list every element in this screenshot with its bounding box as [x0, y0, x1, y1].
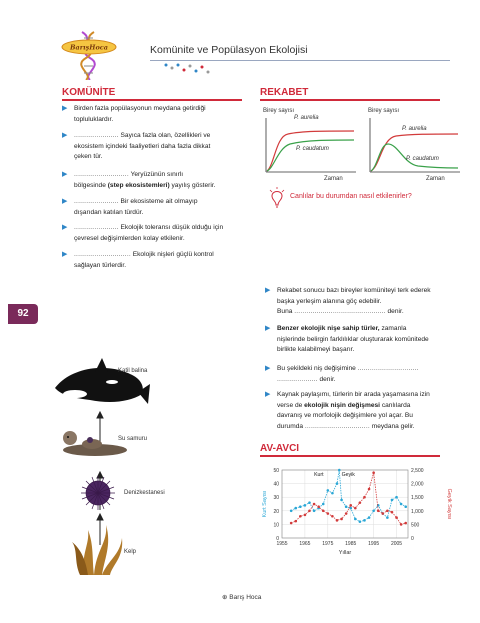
data-point [359, 501, 362, 504]
arrow-right-icon: ▶ [62, 224, 68, 231]
komunite-item: ▶ ...................... Ekolojik toleransı düşük olduğu için çevresel değişimlerden kolay etkilenir. [62, 224, 224, 242]
data-point [377, 510, 380, 513]
y-left-tick-label: 40 [273, 481, 279, 488]
x-axis-label: Yıllar [338, 550, 352, 556]
series-label: P. aurelia [294, 115, 319, 121]
competition-chart-right-xlabel: Zaman [426, 176, 445, 182]
data-point [363, 496, 366, 499]
data-point [391, 511, 394, 514]
data-point [327, 512, 330, 515]
data-point [322, 503, 325, 506]
data-point [313, 503, 316, 506]
thinking-icon [268, 186, 286, 210]
data-point [391, 499, 394, 502]
sea-otter-image [63, 431, 127, 456]
y-right-tick-label: 1,000 [411, 508, 424, 515]
data-point [340, 499, 343, 502]
competition-chart-left-ylabel: Birey sayısı [263, 108, 295, 114]
page-title: Komünite ve Popülasyon Ekolojisi [150, 44, 308, 56]
data-point [404, 522, 407, 525]
arrow-right-icon: ▶ [265, 391, 271, 398]
data-point [338, 469, 341, 472]
y-right-tick-label: 2,500 [411, 468, 424, 474]
y-right-tick-label: 2,000 [411, 481, 424, 488]
food-chain-illustration [50, 350, 170, 580]
data-point [322, 510, 325, 513]
footer-brand: ⊕ Barış Hoca [222, 594, 262, 601]
svg-text:BarışHoca: BarışHoca [70, 43, 108, 52]
avavci-title: AV-AVCI [260, 443, 300, 454]
y-left-tick-label: 0 [276, 536, 279, 542]
avavci-underline [260, 455, 440, 457]
arrow-right-icon: ▶ [62, 171, 68, 178]
data-point [354, 518, 357, 521]
data-point [290, 522, 293, 525]
y-right-tick-label: 500 [411, 522, 420, 529]
page-number: 92 [8, 304, 38, 324]
data-point [382, 512, 385, 515]
y-left-tick-label: 20 [273, 508, 279, 515]
data-point [400, 503, 403, 506]
x-tick-label: 1995 [368, 541, 380, 547]
food-chain-label: Su samuru [118, 436, 148, 442]
arrow-right-icon: ▶ [62, 105, 68, 112]
data-point [395, 516, 398, 519]
x-tick-label: 1985 [345, 541, 357, 547]
series-label: P. caudatum [296, 146, 329, 152]
data-point [345, 505, 348, 508]
data-point [372, 510, 375, 513]
data-point [359, 520, 362, 523]
competition-chart-left [262, 116, 358, 174]
data-point [368, 516, 371, 519]
rekabet-item: ▶ Kaynak paylaşımı, türlerin bir arada yaşamasına izin verse de ekolojik nişin değişmesi canlılarda davranış ve morfolojik değişimlere yol açar. Bu durumda ................................ meydana gelir. [265, 391, 430, 430]
y-right-tick-label: 1,500 [411, 495, 424, 502]
komunite-item: ▶ ...................... Sayıca fazla olan, özellikleri ve ekosistem içindeki faaliyetleri daha fazla dikkat çeken tür. [62, 132, 211, 160]
question-text: Canlılar bu durumdan nasıl etkilenirler? [290, 193, 412, 200]
y-right-axis-label: Geyik Sayısı [446, 488, 452, 520]
series-label: P. aurelia [402, 126, 427, 132]
x-tick-label: 1955 [276, 541, 288, 547]
arrow-right-icon: ▶ [62, 251, 68, 258]
data-point [386, 516, 389, 519]
series-label: P. caudatum [406, 156, 439, 162]
data-point [363, 519, 366, 522]
rekabet-item: ▶ Benzer ekolojik nişe sahip türler, zamanla nişlerinde belirgin farklılıklar oluşturarak komünitede birlikte kalabilmeyi başarır. [265, 325, 429, 353]
y-left-tick-label: 10 [273, 522, 279, 529]
series-line-caudatum [267, 140, 354, 171]
data-point [317, 505, 320, 508]
arrow-right-icon: ▶ [62, 198, 68, 205]
arrow-right-icon: ▶ [62, 132, 68, 139]
data-point [327, 489, 330, 492]
data-point [372, 471, 375, 474]
komunite-item: ▶ ...................... Bir ekosisteme ait olmayıp dışarıdan katılan türdür. [62, 198, 198, 216]
sea-urchin-image [81, 476, 115, 510]
data-point [294, 520, 297, 523]
komunite-item: ▶ ............................ Ekolojik nişleri güçlü kontrol sağlayan türlerdir. [62, 251, 214, 269]
data-point [345, 512, 348, 515]
data-point [354, 507, 357, 510]
komunite-underline [62, 99, 242, 101]
data-point [404, 505, 407, 508]
data-point [336, 482, 339, 485]
data-point [336, 519, 339, 522]
rekabet-title: REKABET [260, 87, 309, 98]
data-point [308, 510, 311, 513]
arrow-right-icon: ▶ [265, 325, 271, 332]
arrow-right-icon: ▶ [265, 287, 271, 294]
data-point [294, 507, 297, 510]
barishoca-logo [60, 28, 118, 80]
kelp-image [72, 525, 122, 575]
data-point [331, 515, 334, 518]
data-point [386, 510, 389, 513]
arrow-right-icon: ▶ [265, 365, 271, 372]
series-legend-label: Geyik [341, 472, 355, 478]
x-tick-label: 2005 [390, 541, 403, 547]
data-point [299, 505, 302, 508]
data-point [349, 504, 352, 507]
orca-image [55, 358, 150, 404]
x-tick-label: 1965 [299, 541, 311, 547]
data-point [313, 510, 316, 513]
data-point [290, 510, 293, 513]
komunite-item: ▶ Birden fazla popülasyonun meydana getirdiği topluluklardır. [62, 105, 206, 123]
y-left-tick-label: 30 [273, 495, 279, 502]
x-tick-label: 1975 [322, 541, 334, 547]
food-chain-label: Denizkestanesi [124, 490, 165, 496]
rekabet-item: ▶ Bu şekildeki niş değişimine .............................. .................... denir. [265, 365, 419, 383]
food-chain-label: Kelp [124, 549, 137, 555]
data-point [304, 514, 307, 517]
competition-chart-right [366, 116, 462, 174]
plot-frame [282, 470, 408, 538]
data-point [340, 518, 343, 521]
data-point [400, 523, 403, 526]
data-point [395, 496, 398, 499]
data-point [308, 501, 311, 504]
y-left-tick-label: 50 [273, 468, 279, 474]
predator-prey-chart [258, 462, 458, 558]
food-chain-label: Katil balina [118, 368, 148, 374]
data-point [304, 504, 307, 507]
series-legend-label: Kurt [314, 472, 324, 478]
data-point [299, 515, 302, 518]
data-point [331, 492, 334, 495]
competition-chart-right-ylabel: Birey sayısı [368, 108, 400, 114]
komunite-title: KOMÜNİTE [62, 87, 116, 98]
data-point [368, 488, 371, 491]
decorative-dots [162, 62, 222, 76]
y-left-axis-label: Kurt Sayısı [262, 490, 268, 518]
title-divider [150, 60, 450, 61]
rekabet-underline [260, 99, 440, 101]
y-right-tick-label: 0 [411, 536, 414, 542]
rekabet-item: ▶ Rekabet sonucu bazı bireyler komüniteyi terk ederek başka yerleşim alanına göç edebilir. Buna ............................................. denir. [265, 287, 431, 315]
komunite-item: ▶ ........................... Yeryüzünün sınırlı bölgesinde (step ekosistemleri) yayılış gösterir. [62, 171, 216, 189]
competition-chart-left-xlabel: Zaman [324, 176, 343, 182]
series-line-geyik [291, 473, 406, 525]
